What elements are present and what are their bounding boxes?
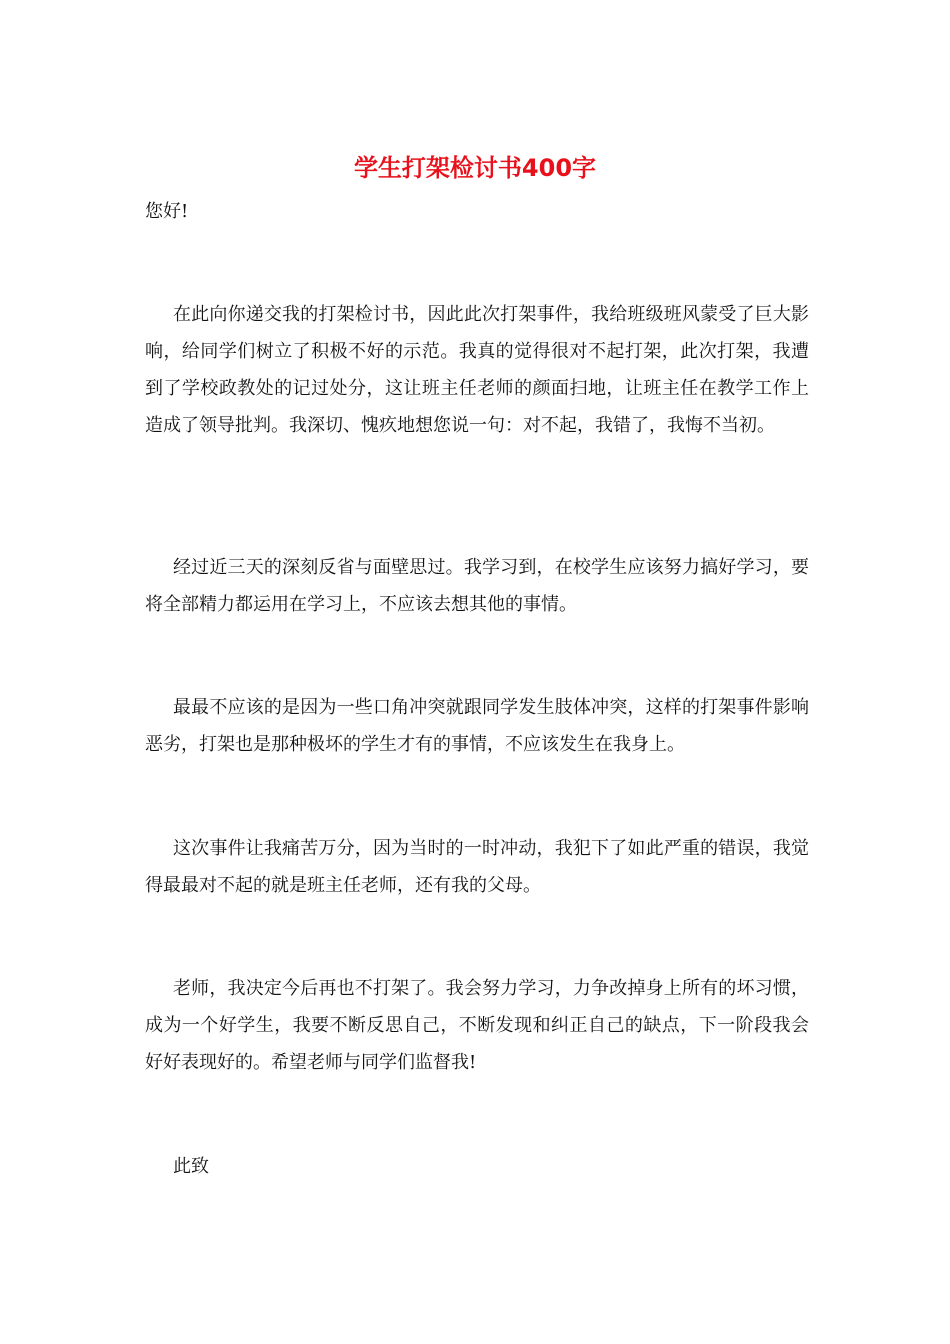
paragraph-1: 在此向你递交我的打架检讨书，因此此次打架事件，我给班级班风蒙受了巨大影响，给同学们树立了积极不好的示范。我真的觉得很对不起打架，此次打架，我遭到了学校政教处的记过处分，这让班主任老师的颜面扫地，让班主任在教学工作上造成了领导批判。我深切、愧疚地想您说一句：对不起，我错了，我悔不当初。 <box>145 304 809 436</box>
closing: 此致 <box>173 1156 209 1177</box>
document-title: 学生打架检讨书400字 <box>353 154 597 182</box>
paragraph-2: 经过近三天的深刻反省与面壁思过。我学习到，在校学生应该努力搞好学习，要将全部精力都运用在学习上，不应该去想其他的事情。 <box>145 557 809 615</box>
paragraph-4: 这次事件让我痛苦万分，因为当时的一时冲动，我犯下了如此严重的错误，我觉得最最对不起的就是班主任老师，还有我的父母。 <box>145 838 809 896</box>
paragraph-3: 最最不应该的是因为一些口角冲突就跟同学发生肢体冲突，这样的打架事件影响恶劣，打架也是那种极坏的学生才有的事情，不应该发生在我身上。 <box>145 697 809 755</box>
paragraph-5: 老师，我决定今后再也不打架了。我会努力学习，力争改掉身上所有的坏习惯，成为一个好学生，我要不断反思自己，不断发现和纠正自己的缺点，下一阶段我会好好表现好的。希望老师与同学们监督我! <box>145 978 809 1073</box>
salutation: 您好! <box>145 201 189 222</box>
